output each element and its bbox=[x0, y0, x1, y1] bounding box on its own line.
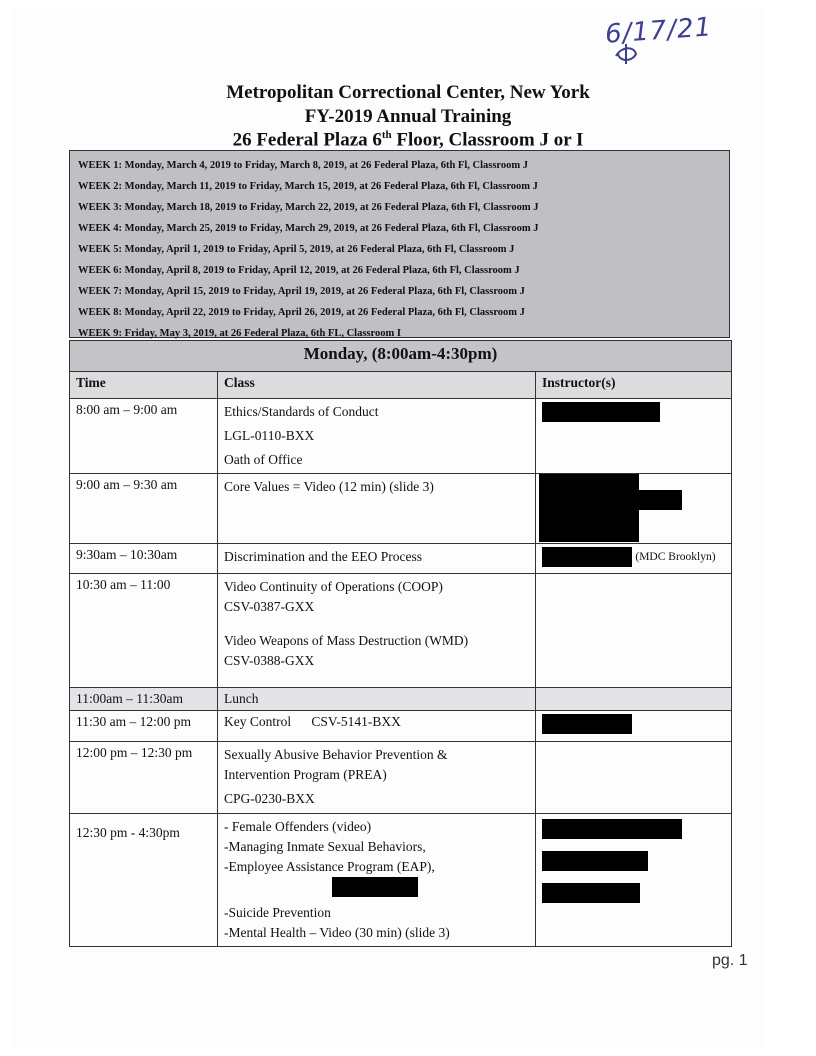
redaction-block bbox=[542, 714, 632, 734]
week-item: WEEK 9: Friday, May 3, 2019, at 26 Federal Plaza, 6th FL, Classroom I bbox=[78, 328, 401, 339]
week-item: WEEK 6: Monday, April 8, 2019 to Friday, April 12, 2019, at 26 Federal Plaza, 6th Fl, Classroom J bbox=[78, 265, 520, 276]
row-class: Core Values = Video (12 min) (slide 3) bbox=[218, 474, 536, 544]
table-row-lunch bbox=[70, 688, 732, 711]
row-time: 11:30 am – 12:00 pm bbox=[70, 711, 218, 742]
page-number: pg. 1 bbox=[712, 952, 748, 969]
week-item: WEEK 7: Monday, April 15, 2019 to Friday, April 19, 2019, at 26 Federal Plaza, 6th Fl, Classroom J bbox=[78, 286, 525, 297]
redaction-block bbox=[332, 877, 418, 897]
table-row bbox=[70, 399, 732, 474]
day-header-row bbox=[70, 341, 732, 372]
redaction-block bbox=[542, 547, 632, 567]
col-class: Class bbox=[218, 372, 536, 399]
row-class: Discrimination and the EEO Process bbox=[218, 544, 536, 574]
week-item: WEEK 2: Monday, March 11, 2019 to Friday, March 15, 2019, at 26 Federal Plaza, 6th Fl, Classroom J bbox=[78, 181, 538, 192]
redaction-block bbox=[542, 883, 640, 903]
week-item: WEEK 8: Monday, April 22, 2019 to Friday, April 26, 2019, at 26 Federal Plaza, 6th Fl, Classroom J bbox=[78, 307, 525, 318]
handwritten-initials bbox=[612, 42, 642, 66]
table-row bbox=[70, 474, 732, 544]
row-instructor bbox=[536, 814, 732, 947]
day-title: Monday, (8:00am-4:30pm) bbox=[70, 341, 732, 372]
redaction-block bbox=[542, 851, 648, 871]
table-row bbox=[70, 711, 732, 742]
row-class: Video Continuity of Operations (COOP) CSV-0387-GXX Video Weapons of Mass Destruction (WMD) CSV-0388-GXX bbox=[218, 574, 536, 688]
table-row bbox=[70, 742, 732, 814]
row-instructor bbox=[536, 574, 732, 688]
row-time: 8:00 am – 9:00 am bbox=[70, 399, 218, 474]
row-class: Key Control CSV-5141-BXX bbox=[218, 711, 536, 742]
week-item: WEEK 3: Monday, March 18, 2019 to Friday, March 22, 2019, at 26 Federal Plaza, 6th Fl, Classroom J bbox=[78, 202, 539, 213]
column-header-row bbox=[70, 372, 732, 399]
row-time: 12:30 pm - 4:30pm bbox=[70, 814, 218, 947]
redaction-block bbox=[542, 402, 660, 422]
table-row bbox=[70, 814, 732, 947]
col-time: Time bbox=[70, 372, 218, 399]
row-class: - Female Offenders (video) -Managing Inmate Sexual Behaviors, -Employee Assistance Program (EAP), -Suicide Prevention -Mental Health – Video (30 min) (slide 3) bbox=[218, 814, 536, 947]
redaction-block bbox=[542, 819, 682, 839]
week-item: WEEK 5: Monday, April 1, 2019 to Friday, April 5, 2019, at 26 Federal Plaza, 6th Fl, Classroom J bbox=[78, 244, 515, 255]
row-instructor: (MDC Brooklyn) bbox=[536, 544, 732, 574]
row-instructor bbox=[536, 399, 732, 474]
row-time: 12:00 pm – 12:30 pm bbox=[70, 742, 218, 814]
row-time: 9:30am – 10:30am bbox=[70, 544, 218, 574]
title-facility: Metropolitan Correctional Center, New York bbox=[226, 82, 590, 103]
title-location: 26 Federal Plaza 6th Floor, Classroom J or I bbox=[232, 129, 584, 151]
row-instructor bbox=[536, 711, 732, 742]
row-instructor bbox=[536, 688, 732, 711]
week-item: WEEK 4: Monday, March 25, 2019 to Friday, March 29, 2019, at 26 Federal Plaza, 6th Fl, Classroom J bbox=[78, 223, 539, 234]
week-item: WEEK 1: Monday, March 4, 2019 to Friday, March 8, 2019, at 26 Federal Plaza, 6th Fl, Classroom J bbox=[78, 160, 529, 171]
row-class: Sexually Abusive Behavior Prevention & Intervention Program (PREA) CPG-0230-BXX bbox=[218, 742, 536, 814]
handwritten-date: 6/17/21 bbox=[604, 12, 714, 50]
table-row bbox=[70, 544, 732, 574]
row-time: 11:00am – 11:30am bbox=[70, 688, 218, 711]
col-instructor: Instructor(s) bbox=[536, 372, 732, 399]
title-training: FY-2019 Annual Training bbox=[304, 106, 512, 127]
row-instructor bbox=[536, 474, 732, 544]
row-time: 10:30 am – 11:00 bbox=[70, 574, 218, 688]
row-instructor bbox=[536, 742, 732, 814]
week-list bbox=[69, 150, 730, 338]
schedule-table bbox=[69, 340, 732, 947]
row-time: 9:00 am – 9:30 am bbox=[70, 474, 218, 544]
redaction-block bbox=[596, 490, 682, 510]
row-class: Lunch bbox=[218, 688, 536, 711]
table-row bbox=[70, 574, 732, 688]
row-class: Ethics/Standards of Conduct LGL-0110-BXX Oath of Office bbox=[218, 399, 536, 474]
